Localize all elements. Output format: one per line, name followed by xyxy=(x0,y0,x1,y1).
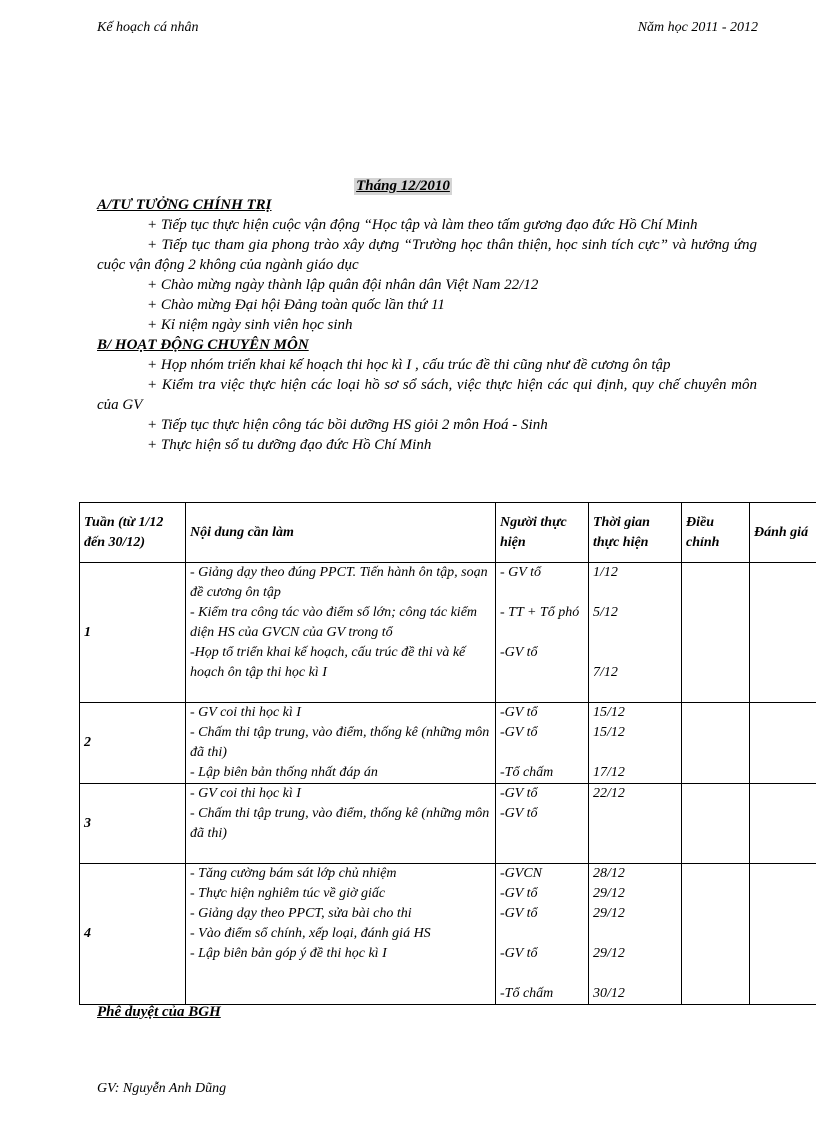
content-line: - Vào điểm sổ chính, xếp loại, đánh giá HS xyxy=(190,926,431,941)
person-line: -GV tổ xyxy=(500,806,538,821)
person-line: -Tổ chấm xyxy=(500,986,554,1001)
adjust-cell xyxy=(682,563,750,703)
section-b-item: + Thực hiện sổ tu dưỡng đạo đức Hồ Chí Minh xyxy=(147,437,432,453)
week-cell: 1 xyxy=(80,563,186,703)
content-line: - Tăng cường bám sát lớp chủ nhiệm xyxy=(190,866,397,881)
person-cell xyxy=(496,784,589,864)
content-line: - Thực hiện nghiêm túc về giờ giấc xyxy=(190,886,386,901)
evaluate-cell xyxy=(750,784,816,864)
header-content: Nội dung cần làm xyxy=(186,503,496,563)
content-line: - GV coi thi học kì I xyxy=(190,786,301,801)
header-person: Người thực hiện xyxy=(496,503,589,563)
time-line: 7/12 xyxy=(593,665,618,680)
time-cell xyxy=(589,563,682,703)
section-a-item: + Tiếp tục thực hiện cuộc vận động “Học tập và làm theo tấm gương đạo đức Hồ Chí Minh xyxy=(147,217,698,233)
time-line: 5/12 xyxy=(593,605,618,620)
person-line: -GV tổ xyxy=(500,645,538,660)
week-cell: 2 xyxy=(80,703,186,784)
evaluate-cell xyxy=(750,563,816,703)
time-line: 30/12 xyxy=(593,986,625,1001)
time-line: 15/12 xyxy=(593,725,625,740)
time-cell xyxy=(589,784,682,864)
time-line: 17/12 xyxy=(593,765,625,780)
content-cell xyxy=(186,864,496,1005)
header-adjust: Điều chỉnh xyxy=(682,503,750,563)
table-row xyxy=(80,703,816,784)
content-line: - Giảng dạy theo PPCT, sửa bài cho thi xyxy=(190,906,412,921)
header-right: Năm học 2011 - 2012 xyxy=(637,20,758,35)
time-line: 29/12 xyxy=(593,886,625,901)
time-line: 28/12 xyxy=(593,866,625,881)
content-line: - Giảng dạy theo đúng PPCT. Tiến hành ôn tập, soạn đề cương ôn tập xyxy=(190,565,488,600)
section-a-item: + Tiếp tục tham gia phong trào xây dựng “Trường học thân thiện, học sinh tích cực” và hưởng ứng cuộc vận động 2 không của ngành giáo dục xyxy=(97,237,757,273)
person-line: -GV tổ xyxy=(500,705,538,720)
time-line: 29/12 xyxy=(593,946,625,961)
section-a-item: + Kỉ niệm ngày sinh viên học sinh xyxy=(147,317,353,333)
content-line: - Chấm thi tập trung, vào điểm, thống kê (những môn đã thi) xyxy=(190,806,490,841)
title-wrap xyxy=(0,177,816,195)
person-line: -GVCN xyxy=(500,866,542,881)
person-line: -GV tổ xyxy=(500,725,538,740)
body-text xyxy=(97,195,757,455)
content-cell xyxy=(186,703,496,784)
section-b-item: + Kiểm tra việc thực hiện các loại hồ sơ sổ sách, việc thực hiện các qui định, quy chế chuyên môn của GV xyxy=(97,377,757,413)
header-evaluate: Đánh giá xyxy=(750,503,816,563)
section-a-heading: A/TƯ TƯỞNG CHÍNH TRỊ xyxy=(97,197,272,213)
content-line: - Lập biên bản thống nhất đáp án xyxy=(190,765,378,780)
adjust-cell xyxy=(682,703,750,784)
evaluate-cell xyxy=(750,864,816,1005)
plan-table xyxy=(79,502,816,1005)
adjust-cell xyxy=(682,784,750,864)
content-cell xyxy=(186,563,496,703)
time-line: 22/12 xyxy=(593,786,625,801)
content-line: - GV coi thi học kì I xyxy=(190,705,301,720)
time-cell xyxy=(589,864,682,1005)
content-cell xyxy=(186,784,496,864)
section-b-item: + Họp nhóm triển khai kế hoạch thi học kì I , cấu trúc đề thi cũng như đề cương ôn tập xyxy=(147,357,671,373)
person-line: -GV tổ xyxy=(500,906,538,921)
section-a-item: + Chào mừng ngày thành lập quân đội nhân dân Việt Nam 22/12 xyxy=(147,277,539,293)
content-line: -Họp tổ triển khai kế hoạch, cấu trúc đề thi và kế hoạch ôn tập thi học kì I xyxy=(190,645,466,680)
time-line: 15/12 xyxy=(593,705,625,720)
person-line: - GV tổ xyxy=(500,565,541,580)
person-line: -GV tổ xyxy=(500,886,538,901)
content-line: - Chấm thi tập trung, vào điểm, thống kê (những môn đã thi) xyxy=(190,725,490,760)
time-line: 1/12 xyxy=(593,565,618,580)
week-cell: 3 xyxy=(80,784,186,864)
header-week: Tuần (từ 1/12 đến 30/12) xyxy=(80,503,186,563)
header-time: Thời gian thực hiện xyxy=(589,503,682,563)
page-title: Tháng 12/2010 xyxy=(356,178,450,194)
approval-heading: Phê duyệt của BGH xyxy=(97,1004,221,1020)
table-row xyxy=(80,563,816,703)
person-cell xyxy=(496,864,589,1005)
evaluate-cell xyxy=(750,703,816,784)
table-row xyxy=(80,864,816,1005)
section-b-heading: B/ HOẠT ĐỘNG CHUYÊN MÔN xyxy=(97,337,309,353)
person-line: - TT + Tổ phó xyxy=(500,605,580,620)
adjust-cell xyxy=(682,864,750,1005)
person-line: -GV tổ xyxy=(500,786,538,801)
time-line: 29/12 xyxy=(593,906,625,921)
content-line: - Kiểm tra công tác vào điểm sổ lớn; công tác kiểm diện HS của GVCN của GV trong tổ xyxy=(190,605,478,640)
header-left: Kế hoạch cá nhân xyxy=(97,20,199,35)
person-cell xyxy=(496,563,589,703)
time-cell xyxy=(589,703,682,784)
person-line: -GV tổ xyxy=(500,946,538,961)
person-line: -Tổ chấm xyxy=(500,765,554,780)
person-cell xyxy=(496,703,589,784)
section-a-item: + Chào mừng Đại hội Đảng toàn quốc lần thứ 11 xyxy=(147,297,445,313)
week-cell: 4 xyxy=(80,864,186,1005)
footer-teacher: GV: Nguyễn Anh Dũng xyxy=(97,1081,227,1096)
content-line: - Lập biên bản góp ý đề thi học kì I xyxy=(190,946,387,961)
table-row xyxy=(80,784,816,864)
section-b-item: + Tiếp tục thực hiện công tác bồi dưỡng HS giỏi 2 môn Hoá - Sinh xyxy=(147,417,548,433)
table-header-row xyxy=(80,503,816,563)
